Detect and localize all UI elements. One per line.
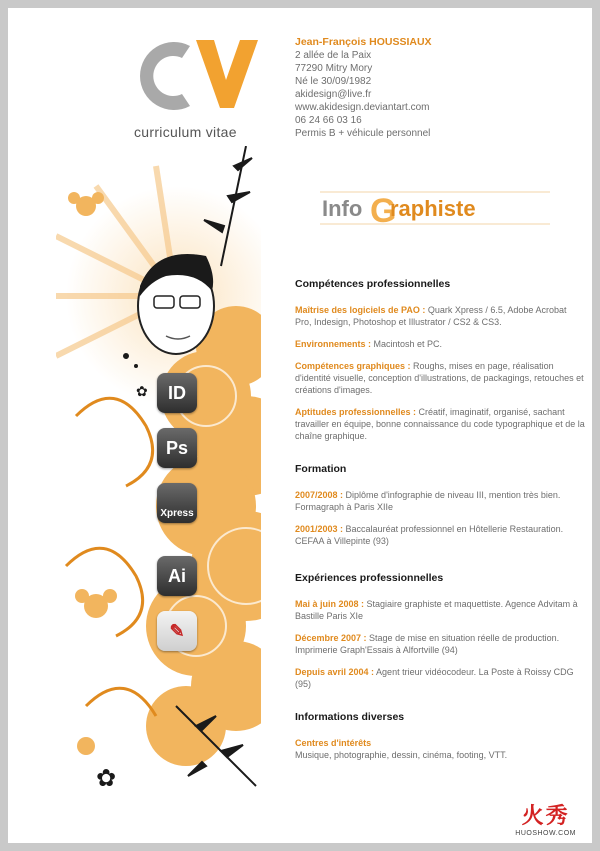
section-title: Expériences professionnelles: [295, 572, 444, 584]
decorative-illustration: [56, 146, 286, 816]
list-item: Environnements : Macintosh et PC.: [295, 339, 443, 349]
section-title: Informations diverses: [295, 711, 405, 723]
section-competences: [295, 278, 585, 452]
svg-text:✿: ✿: [136, 384, 148, 400]
cv-logo: [130, 28, 260, 123]
job-title: [320, 186, 550, 230]
license: Permis B + véhicule personnel: [295, 128, 431, 139]
list-item: Centres d'intérêts Musique, photographie, dessin, cinéma, footing, VTT.: [295, 738, 508, 760]
section-experiences: [295, 572, 585, 700]
svg-text:raphiste: raphiste: [390, 196, 476, 221]
address-line: 2 allée de la Paix: [295, 50, 372, 61]
indesign-icon: ID: [157, 373, 197, 413]
svg-text:G: G: [370, 192, 397, 230]
full-name: Jean-François HOUSSIAUX: [295, 36, 432, 48]
section-divers: [295, 711, 585, 771]
city-line: 77290 Mitry Mory: [295, 63, 373, 74]
list-item: 2001/2003 : Baccalauréat professionnel en Hôtellerie Restauration. CEFAA à Villepinte (93): [295, 524, 564, 546]
list-item: Décembre 2007 : Stage de mise en situation réelle de production. Imprimerie Graph'Essais à Alfortville (94): [295, 633, 560, 655]
quarkxpress-icon: Xpress: [157, 483, 197, 523]
list-item: Maîtrise des logiciels de PAO : Quark Xpress / 6.5, Adobe Acrobat Pro, Indesign, Photoshop et Illustrator / CS2 & CS3.: [295, 305, 567, 327]
svg-text:Info: Info: [322, 196, 363, 221]
birth-date: Né le 30/09/1982: [295, 76, 372, 87]
logo-subtitle: curriculum vitae: [134, 124, 237, 140]
phone: 06 24 66 03 16: [295, 115, 362, 126]
watermark-url: HUOSHOW.COM: [515, 830, 576, 837]
list-item: Depuis avril 2004 : Agent trieur vidéocodeur. La Poste à Roissy CDG (95): [295, 667, 574, 689]
list-item: 2007/2008 : Diplôme d'infographie de niveau III, mention très bien. Formagraph à Paris XIIe: [295, 490, 561, 512]
email[interactable]: akidesign@live.fr: [295, 89, 372, 100]
watermark-logo: 火秀: [521, 804, 570, 829]
watermark: [515, 799, 576, 837]
acrobat-icon: ✎: [157, 611, 197, 651]
section-title: Formation: [295, 463, 347, 475]
section-formation: [295, 463, 585, 557]
list-item: Mai à juin 2008 : Stagiaire graphiste et maquettiste. Agence Advitam à Bastille Paris XIe: [295, 599, 578, 621]
photoshop-icon: Ps: [157, 428, 197, 468]
resume-page: [8, 8, 592, 843]
website[interactable]: www.akidesign.deviantart.com: [295, 102, 430, 113]
section-title: Compétences professionnelles: [295, 278, 451, 290]
illustrator-icon: Ai: [157, 556, 197, 596]
list-item: Compétences graphiques : Roughs, mises en page, réalisation d'identité visuelle, conception d'illustrations, de packagings, retouches et créations d'images.: [295, 361, 584, 395]
list-item: Aptitudes professionnelles : Créatif, imaginatif, organisé, sachant travailler en équipe, bonne connaissance du code typographique et de la chaîne graphique.: [295, 407, 585, 441]
svg-text:✿: ✿: [96, 764, 117, 792]
contact-block: [295, 36, 432, 140]
